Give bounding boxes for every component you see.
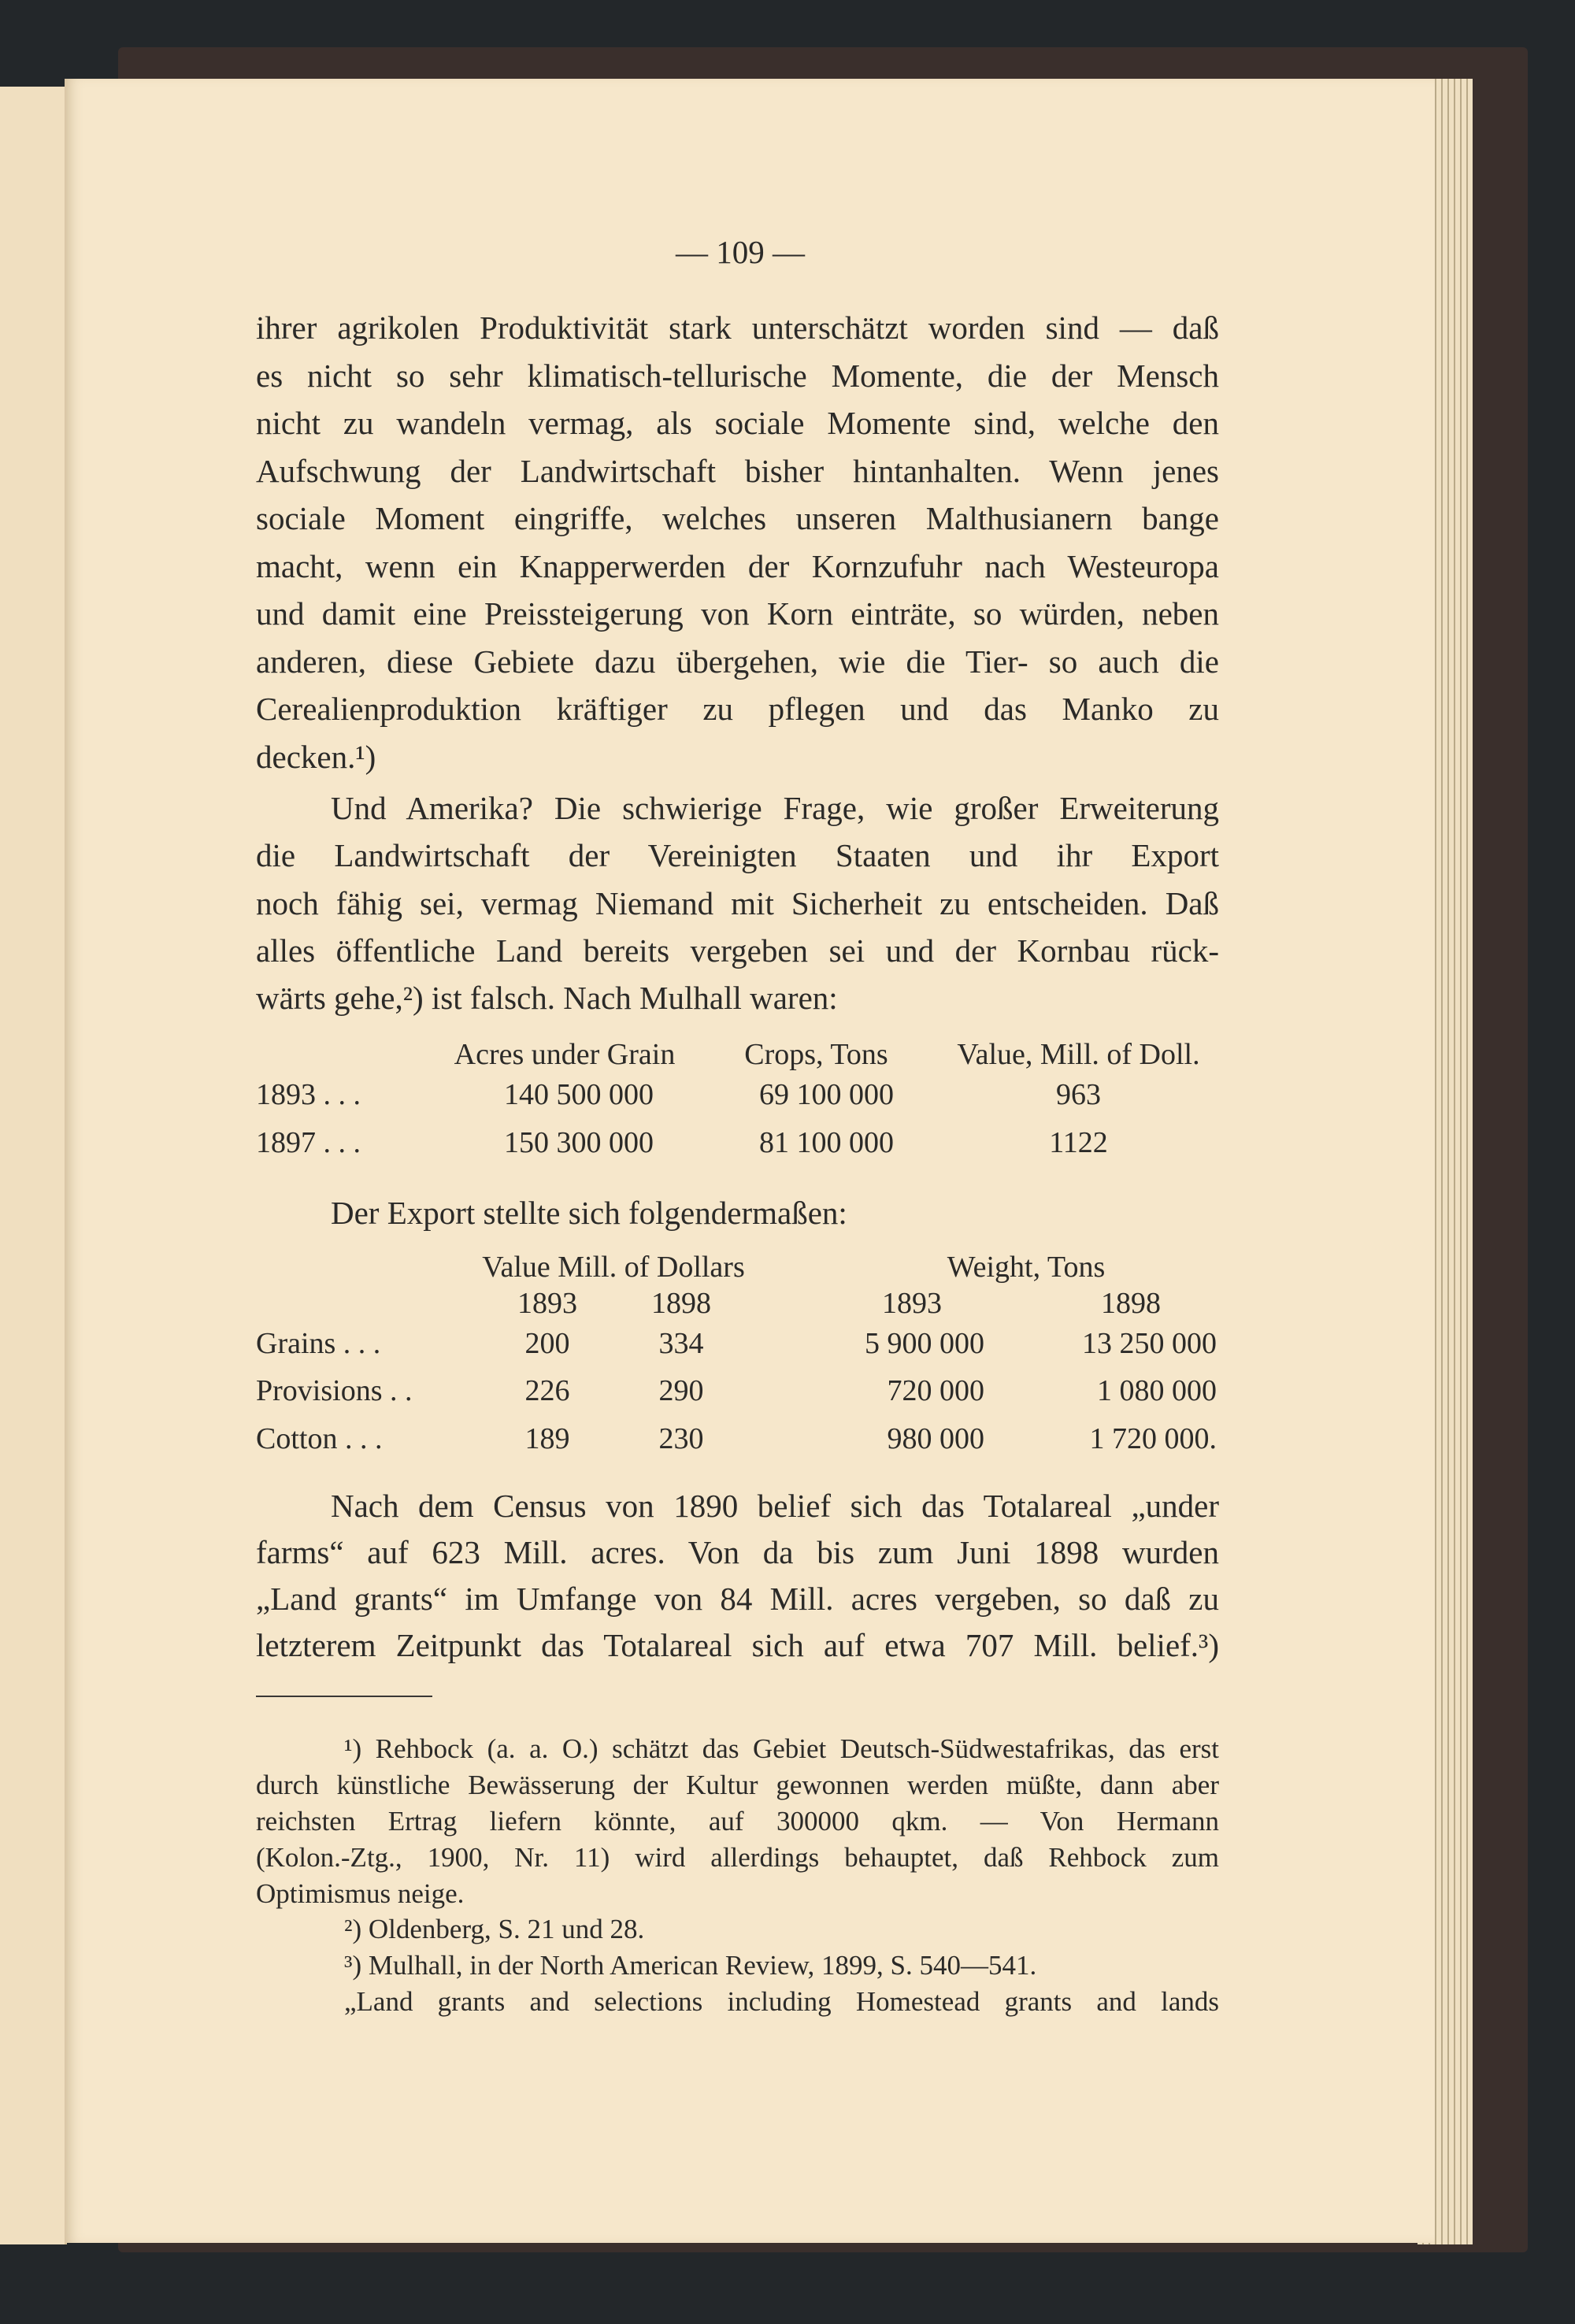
footnote-line: reichsten Ertrag liefern könnte, auf 300000 qkm. — Von Hermann (256, 1806, 1219, 1837)
body-text-line: noch fähig sei, vermag Niemand mit Sicherheit zu entscheiden. Daß (256, 884, 1219, 921)
table-cell: 1122 (1049, 1126, 1108, 1159)
footnote-line: (Kolon.-Ztg., 1900, Nr. 11) wird allerdings behauptet, daß Rehbock zum (256, 1842, 1219, 1873)
body-text-line: „Land grants“ im Umfange von 84 Mill. acres vergeben, so daß zu (256, 1581, 1219, 1617)
body-text-line: die Landwirtschaft der Vereinigten Staaten und ihr Export (256, 837, 1219, 874)
body-text-line: es nicht so sehr klimatisch-tellurische Momente, die der Mensch (256, 357, 1219, 394)
body-text-line: nicht zu wandeln vermag, als sociale Momente sind, welche den (256, 405, 1219, 441)
table-cell: 230 (658, 1422, 704, 1455)
footnote-line: „Land grants and selections including Homestead grants and lands (344, 1986, 1219, 2017)
table-row-label: Grains . . . (256, 1327, 381, 1360)
table-cell: 189 (524, 1422, 570, 1455)
table-header: Value, Mill. of Doll. (957, 1038, 1200, 1071)
table-group-header: Value Mill. of Dollars (482, 1251, 745, 1284)
table-year-header: 1898 (1101, 1287, 1161, 1320)
body-text-line: decken.¹) (256, 738, 376, 775)
table-cell: 963 (1056, 1078, 1101, 1111)
table-cell: 226 (524, 1374, 570, 1407)
table-cell: 290 (658, 1374, 704, 1407)
table-cell: 334 (658, 1327, 704, 1360)
table-cell: 1 080 000 (1097, 1374, 1217, 1407)
body-text-line: Nach dem Census von 1890 belief sich das Totalareal „under (331, 1488, 1219, 1524)
body-text-line: Aufschwung der Landwirtschaft bisher hintanhalten. Wenn jenes (256, 452, 1219, 489)
footnote-rule (256, 1696, 432, 1697)
body-text-line: macht, wenn ein Knapperwerden der Kornzufuhr nach Westeuropa (256, 547, 1219, 584)
table-cell: 1 720 000. (1089, 1422, 1217, 1455)
table-header: Acres under Grain (454, 1038, 676, 1071)
body-text-line: und damit eine Preissteigerung von Korn einträte, so würden, neben (256, 595, 1219, 632)
table-cell: 69 100 000 (759, 1078, 894, 1111)
table-cell: 150 300 000 (504, 1126, 654, 1159)
footnote-line: ³) Mulhall, in der North American Review, 1899, S. 540—541. (344, 1950, 1037, 1981)
table-cell: 200 (524, 1327, 570, 1360)
table-row-label: Cotton . . . (256, 1422, 383, 1455)
table-year-header: 1893 (517, 1287, 577, 1320)
body-text-line: anderen, diese Gebiete dazu übergehen, wie die Tier- so auch die (256, 643, 1219, 680)
footnote-line: ¹) Rehbock (a. a. O.) schätzt das Gebiet Deutsch-Südwestafrikas, das erst (344, 1733, 1219, 1764)
table-cell: 81 100 000 (759, 1126, 894, 1159)
table-cell: 13 250 000 (1082, 1327, 1217, 1360)
table-row-label: Provisions . . (256, 1374, 413, 1407)
table-cell: 720 000 (887, 1374, 984, 1407)
footnote-line: durch künstliche Bewässerung der Kultur gewonnen werden müßte, dann aber (256, 1770, 1219, 1800)
body-text-line: farms“ auf 623 Mill. acres. Von da bis zum Juni 1898 wurden (256, 1534, 1219, 1570)
body-text-line: Cerealienproduktion kräftiger zu pflegen und das Manko zu (256, 691, 1219, 727)
table-row-label: 1897 . . . (256, 1126, 361, 1159)
table-cell: 5 900 000 (865, 1327, 984, 1360)
body-text-line: letzterem Zeitpunkt das Totalareal sich auf etwa 707 Mill. belief.³) (256, 1627, 1219, 1663)
table-header: Crops, Tons (744, 1038, 888, 1071)
table-year-header: 1898 (651, 1287, 711, 1320)
table-cell: 140 500 000 (504, 1078, 654, 1111)
body-text-line: alles öffentliche Land bereits vergeben sei und der Kornbau rück- (256, 932, 1219, 969)
table-group-header: Weight, Tons (947, 1251, 1106, 1284)
body-text-line: ihrer agrikolen Produktivität stark unterschätzt worden sind — daß (256, 309, 1219, 346)
body-text-line: Und Amerika? Die schwierige Frage, wie großer Erweiterung (331, 790, 1219, 826)
facing-page (0, 87, 67, 2244)
footnote-line: ²) Oldenberg, S. 21 und 28. (344, 1914, 645, 1944)
body-text-line: sociale Moment eingriffe, welches unseren Malthusianern bange (256, 500, 1219, 536)
body-text-line: wärts gehe,²) ist falsch. Nach Mulhall waren: (256, 980, 838, 1017)
page-number: — 109 — (676, 234, 805, 270)
footnote-line: Optimismus neige. (256, 1878, 465, 1909)
table-cell: 980 000 (887, 1422, 984, 1455)
table-row-label: 1893 . . . (256, 1078, 361, 1111)
body-text-line: Der Export stellte sich folgendermaßen: (331, 1195, 847, 1231)
table-year-header: 1893 (882, 1287, 942, 1320)
